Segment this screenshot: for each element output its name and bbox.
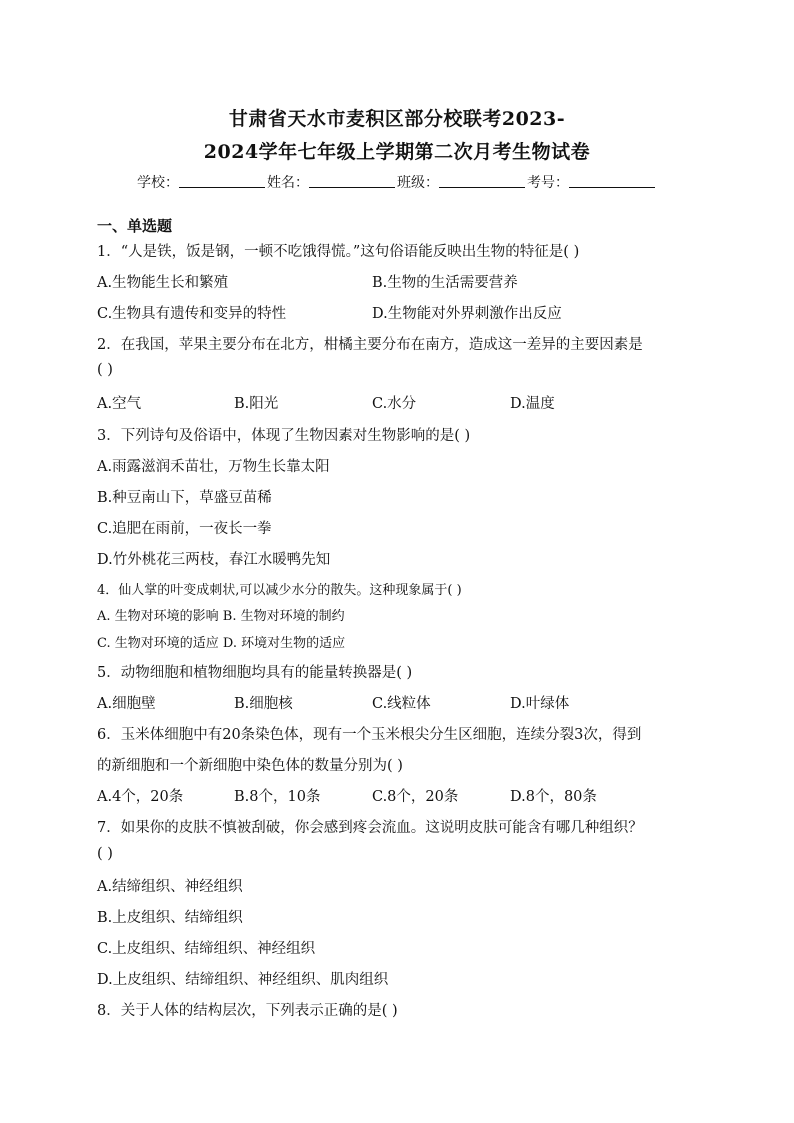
q2-option-a: A.空气: [97, 396, 142, 412]
q6-option-a: A.4个，20条: [97, 789, 184, 805]
q5-option-b: B.细胞核: [234, 696, 293, 712]
q8-stem: 8．关于人体的结构层次，下列表示正确的是( ): [97, 1003, 398, 1019]
class-blank[interactable]: [439, 173, 525, 188]
q6-stem-line1: 6．玉米体细胞中有20条染色体，现有一个玉米根尖分生区细胞，连续分裂3次，得到: [97, 727, 642, 743]
q6-option-d: D.8个，80条: [510, 789, 597, 805]
q3-stem: 3．下列诗句及俗语中，体现了生物因素对生物影响的是( ): [97, 428, 471, 444]
school-blank[interactable]: [179, 173, 265, 188]
q4-options-cd: C. 生物对环境的适应 D. 环境对生物的适应: [97, 636, 346, 651]
q3-option-d: D.竹外桃花三两枝，春江水暖鸭先知: [97, 552, 331, 568]
number-label: 考号：: [527, 175, 569, 191]
exam-title-line1: 甘肃省天水市麦积区部分校联考2023-: [228, 108, 566, 130]
q1-option-d: D.生物能对外界刺激作出反应: [372, 306, 562, 322]
school-label: 学校：: [137, 175, 179, 191]
q3-option-b: B.种豆南山下，草盛豆苗稀: [97, 490, 272, 506]
q6-option-c: C.8个，20条: [372, 789, 459, 805]
q5-option-a: A.细胞壁: [97, 696, 156, 712]
name-label: 姓名：: [267, 175, 309, 191]
q2-option-b: B.阳光: [234, 396, 279, 412]
q3-option-c: C.追肥在雨前，一夜长一拳: [97, 521, 272, 537]
q2-stem-line2: ( ): [97, 362, 113, 378]
class-label: 班级：: [397, 175, 439, 191]
q5-option-d: D.叶绿体: [510, 696, 570, 712]
q7-stem-line2: ( ): [97, 846, 113, 862]
q1-option-c: C.生物具有遗传和变异的特性: [97, 306, 287, 322]
q7-option-d: D.上皮组织、结缔组织、神经组织、肌肉组织: [97, 972, 389, 988]
q3-option-a: A.雨露滋润禾苗壮，万物生长靠太阳: [97, 459, 330, 475]
q7-stem-line1: 7．如果你的皮肤不慎被刮破，你会感到疼会流血。这说明皮肤可能含有哪几种组织？: [97, 820, 643, 836]
q1-stem: 1．“人是铁，饭是钢，一顿不吃饿得慌。”这句俗语能反映出生物的特征是( ): [97, 244, 580, 260]
q6-option-b: B.8个，10条: [234, 789, 321, 805]
q7-option-a: A.结缔组织、神经组织: [97, 879, 243, 895]
q4-stem: 4．仙人掌的叶变成刺状,可以减少水分的散失。这种现象属于( ): [97, 583, 462, 598]
q1-option-a: A.生物能生长和繁殖: [97, 275, 229, 291]
section-heading: 一、单选题: [97, 217, 173, 235]
number-blank[interactable]: [569, 173, 655, 188]
exam-title-line2: 2024学年七年级上学期第二次月考生物试卷: [203, 141, 591, 163]
q2-option-c: C.水分: [372, 396, 417, 412]
q2-option-d: D.温度: [510, 396, 555, 412]
q1-option-b: B.生物的生活需要营养: [372, 275, 518, 291]
q2-stem-line1: 2．在我国，苹果主要分布在北方，柑橘主要分布在南方，造成这一差异的主要因素是: [97, 337, 643, 353]
q7-option-b: B.上皮组织、结缔组织: [97, 910, 243, 926]
q6-stem-line2: 的新细胞和一个新细胞中染色体的数量分别为( ): [97, 758, 403, 774]
q4-options-ab: A. 生物对环境的影响 B. 生物对环境的制约: [97, 609, 345, 624]
q5-stem: 5．动物细胞和植物细胞均具有的能量转换器是( ): [97, 665, 413, 681]
q5-option-c: C.线粒体: [372, 696, 431, 712]
q7-option-c: C.上皮组织、结缔组织、神经组织: [97, 941, 316, 957]
student-info-row: [0, 172, 794, 192]
name-blank[interactable]: [309, 173, 395, 188]
